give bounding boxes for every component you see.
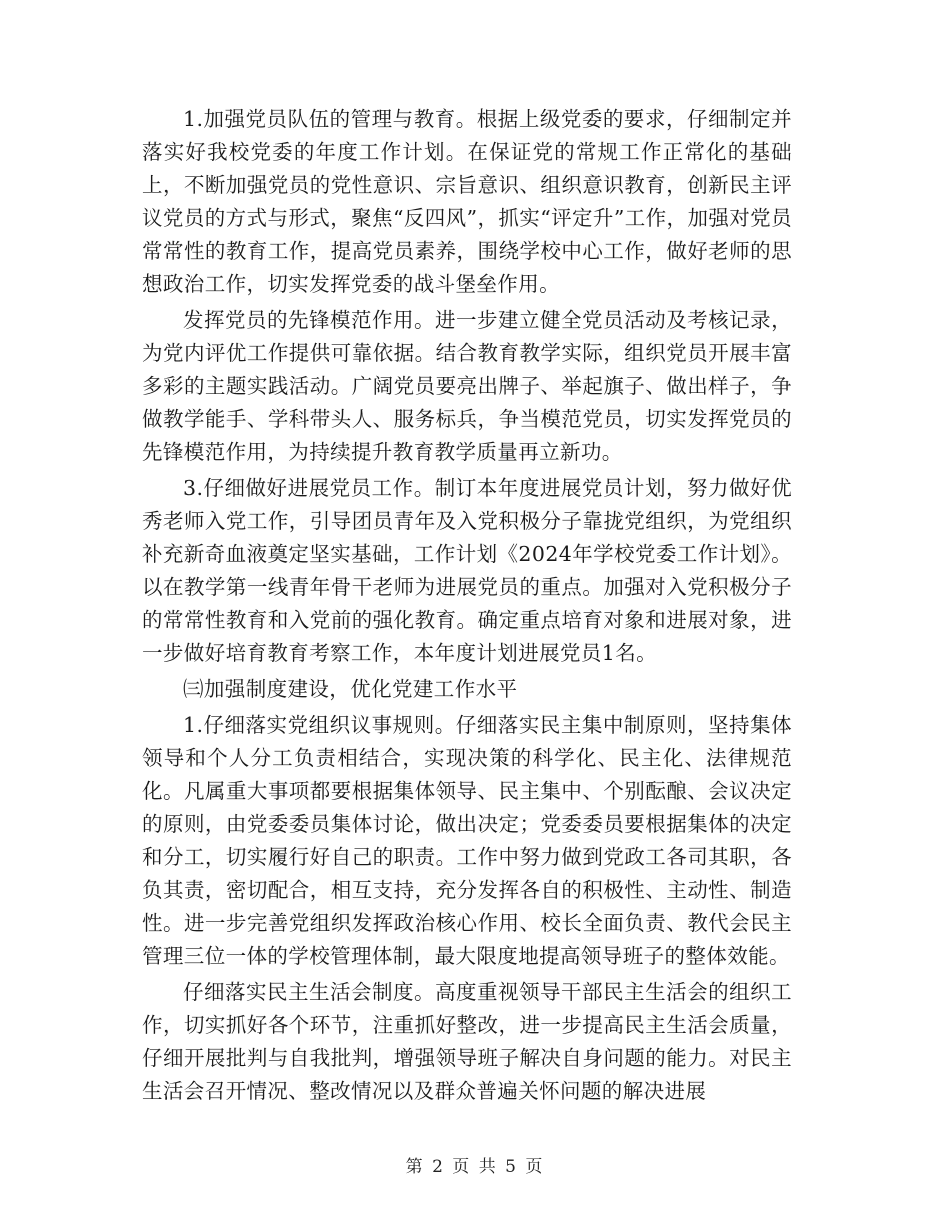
page-number-footer: 第 2 页 共 5 页 bbox=[405, 1157, 545, 1177]
paragraph-vanguard-role: 发挥党员的先锋模范作用。进一步建立健全党员活动及考核记录，为党内评优工作提供可靠依据。结合教育教学实际，组织党员开展丰富多彩的主题实践活动。广阔党员要亮出牌子、举起旗子、做出样子，争做教学能手、学科带头人、服务标兵，争当模范党员，切实发挥党员的先锋模范作用，为持续提升教育教学质量再立新功。 bbox=[142, 308, 792, 464]
paragraph-decision-rules: 1.仔细落实党组织议事规则。仔细落实民主集中制原则，坚持集体领导和个人分工负责相结合，实现决策的科学化、民主化、法律规范化。凡属重大事项都要根据集体领导、民主集中、个别酝酿、会议决定的原则，由党委委员集体讨论，做出决定；党委委员要根据集体的决定和分工，切实履行好自己的职责。工作中努力做到党政工各司其职，各负其责，密切配合，相互支持，充分发挥各自的积极性、主动性、制造性。进一步完善党组织发挥政治核心作用、校长全面负责、教代会民主管理三位一体的学校管理体制，最大限度地提高领导班子的整体效能。 bbox=[142, 713, 792, 968]
paragraph-democratic-life-meeting: 仔细落实民主生活会制度。高度重视领导干部民主生活会的组织工作，切实抓好各个环节，注重抓好整改，进一步提高民主生活会质量，仔细开展批判与自我批判，增强领导班子解决自身问题的能力。对民主生活会召开情况、整改情况以及群众普遍关怀问题的解决进展 bbox=[142, 980, 792, 1103]
paragraph-member-recruitment: 3.仔细做好进展党员工作。制订本年度进展党员计划，努力做好优秀老师入党工作，引导团员青年及入党积极分子靠拢党组织，为党组织补充新奇血液奠定坚实基础，工作计划《2024年学校党委工作计划》。以在教学第一线青年骨干老师为进展党员的重点。加强对入党积极分子的常常性教育和入党前的强化教育。确定重点培育对象和进展对象，进一步做好培育教育考察工作，本年度计划进展党员1名。 bbox=[142, 476, 792, 665]
paragraph-party-member-management: 1.加强党员队伍的管理与教育。根据上级党委的要求，仔细制定并落实好我校党委的年度工作计划。在保证党的常规工作正常化的基础上，不断加强党员的党性意识、宗旨意识、组织意识教育，创新民主评议党员的方式与形式，聚焦“反四风”，抓实“评定升”工作，加强对党员常常性的教育工作，提高党员素养，围绕学校中心工作，做好老师的思想政治工作，切实发挥党委的战斗堡垒作用。 bbox=[142, 107, 792, 296]
document-body bbox=[142, 103, 792, 1108]
section-heading-system-building: ㈢加强制度建设，优化党建工作水平 bbox=[183, 677, 518, 701]
